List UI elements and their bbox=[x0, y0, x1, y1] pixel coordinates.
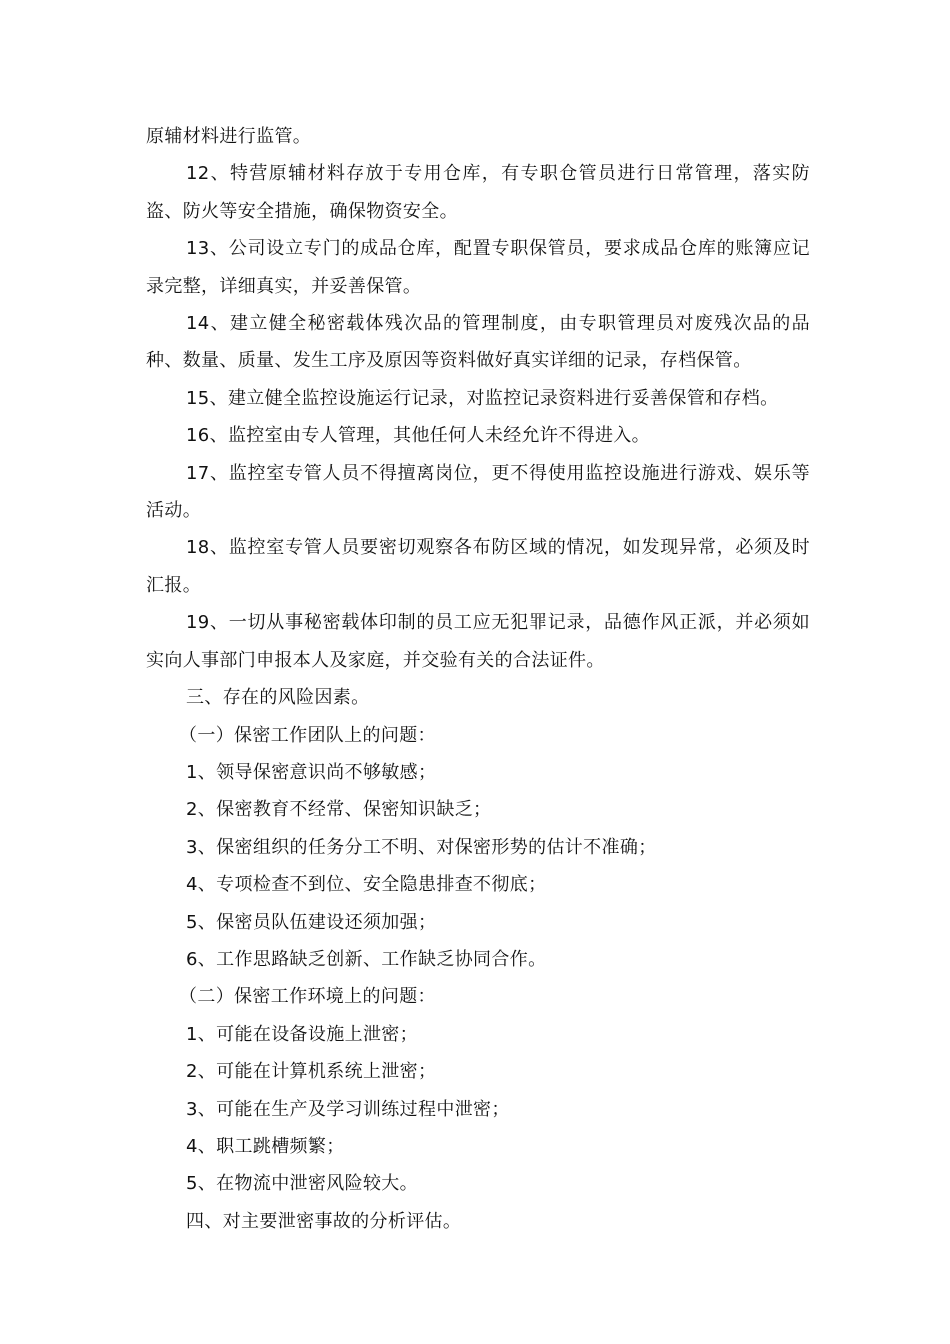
list-item: 3、可能在生产及学习训练过程中泄密； bbox=[186, 1098, 510, 1120]
list-item: 1、可能在设备设施上泄密； bbox=[186, 1023, 419, 1045]
list-item: 2、可能在计算机系统上泄密； bbox=[186, 1061, 437, 1083]
subsection-heading: （二）保密工作环境上的问题： bbox=[179, 986, 436, 1008]
list-item: 4、专项检查不到位、安全隐患排查不彻底； bbox=[186, 874, 547, 896]
list-item: 3、保密组织的任务分工不明、对保密形势的估计不准确； bbox=[186, 836, 657, 858]
paragraph: 14、建立健全秘密载体残次品的管理制度，由专职管理员对废残次品的品种、数量、质量、发生工序及原因等资料做好真实详细的记录，存档保管。 bbox=[146, 313, 810, 372]
paragraph: 19、一切从事秘密载体印制的员工应无犯罪记录，品德作风正派，并必须如实向人事部门申报本人及家庭，并交验有关的合法证件。 bbox=[146, 612, 810, 671]
list-item: 4、职工跳槽频繁； bbox=[186, 1135, 345, 1157]
list-item: 5、保密员队伍建设还须加强； bbox=[186, 911, 437, 933]
paragraph: 18、监控室专管人员要密切观察各布防区域的情况，如发现异常，必须及时汇报。 bbox=[146, 537, 810, 596]
list-item: 5、在物流中泄密风险较大。 bbox=[186, 1173, 419, 1195]
paragraph: 13、公司设立专门的成品仓库，配置专职保管员，要求成品仓库的账簿应记录完整，详细真实，并妥善保管。 bbox=[146, 238, 810, 297]
paragraph: 原辅材料进行监管。 bbox=[146, 126, 312, 147]
paragraph: 12、特营原辅材料存放于专用仓库，有专职仓管员进行日常管理，落实防盗、防火等安全措施，确保物资安全。 bbox=[146, 163, 810, 222]
document-body bbox=[146, 118, 810, 1240]
paragraph: 15、建立健全监控设施运行记录，对监控记录资料进行妥善保管和存档。 bbox=[186, 387, 779, 409]
paragraph: 16、监控室由专人管理，其他任何人未经允许不得进入。 bbox=[186, 425, 651, 447]
list-item: 2、保密教育不经常、保密知识缺乏； bbox=[186, 799, 492, 821]
paragraph: 17、监控室专管人员不得擅离岗位，更不得使用监控设施进行游戏、娱乐等活动。 bbox=[146, 462, 810, 522]
list-item: 1、领导保密意识尚不够敏感； bbox=[186, 761, 437, 783]
subsection-heading: （一）保密工作团队上的问题： bbox=[179, 724, 436, 746]
list-item: 6、工作思路缺乏创新、工作缺乏协同合作。 bbox=[186, 948, 547, 970]
section-heading: 四、对主要泄密事故的分析评估。 bbox=[186, 1210, 462, 1232]
section-heading: 三、存在的风险因素。 bbox=[186, 687, 370, 709]
